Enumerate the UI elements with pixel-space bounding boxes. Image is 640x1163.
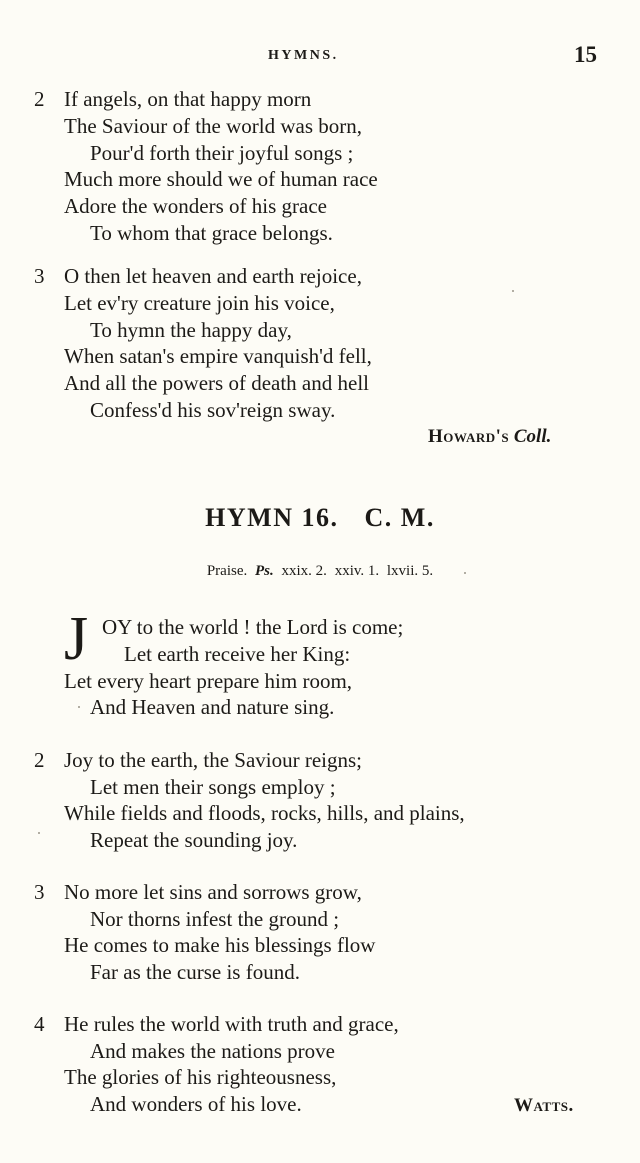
verse-line: To whom that grace belongs. (90, 221, 333, 245)
verse-line: Adore the wonders of his grace (64, 194, 327, 218)
verse-line: Pour'd forth their joyful songs ; (90, 141, 354, 165)
paper-speck (78, 706, 80, 708)
verse-line: Joy to the earth, the Saviour reigns; (64, 748, 363, 772)
verse-line: Let ev'ry creature join his voice, (64, 291, 335, 315)
verse-number: 4 (34, 1012, 45, 1036)
hymn-topic: Praise. (206, 563, 248, 579)
verse-line: And makes the nations prove (90, 1039, 335, 1063)
paper-speck (512, 290, 514, 292)
running-title: HYMNS. (268, 48, 339, 63)
drop-cap: J (64, 605, 89, 673)
hymn-meter: C. M. (364, 503, 435, 532)
verse-line: Confess'd his sov'reign sway. (90, 398, 336, 422)
page-number: 15 (574, 42, 597, 67)
verse-line: Let every heart prepare him room, (64, 669, 353, 693)
scripture-ref: xxix. 2. (281, 563, 327, 579)
verse-line: OY to the world ! the Lord is come; (102, 615, 404, 639)
scripture-ref: lxvii. 5. (386, 563, 434, 579)
attribution (514, 1093, 574, 1119)
attribution-work: Coll. (513, 426, 552, 447)
verse-line: And all the powers of death and hell (64, 371, 369, 395)
verse-number: 3 (34, 264, 45, 288)
verse-line: Let earth receive her King: (124, 642, 351, 666)
verse-line: If angels, on that happy morn (64, 87, 312, 111)
verse-line: Nor thorns infest the ground ; (90, 907, 340, 931)
verse-line: And Heaven and nature sing. (90, 695, 335, 719)
attribution (428, 424, 551, 450)
verse-line: To hymn the happy day, (90, 318, 292, 342)
verse-line: Repeat the sounding joy. (90, 828, 298, 852)
hymn-number: HYMN 16. (205, 503, 339, 532)
paper-speck (38, 832, 40, 834)
verse-line: While fields and floods, rocks, hills, and plains, (64, 801, 465, 825)
verse-line: Far as the curse is found. (90, 960, 300, 984)
verse-line: When satan's empire vanquish'd fell, (64, 344, 372, 368)
verse-line: He comes to make his blessings flow (64, 933, 376, 957)
verse-line: The Saviour of the world was born, (64, 114, 363, 138)
verse-line: Let men their songs employ ; (90, 775, 336, 799)
hymn-title (0, 503, 640, 533)
attribution-name: Howard's (428, 426, 510, 447)
running-head (0, 42, 640, 72)
verse-number: 2 (34, 748, 45, 772)
verse-line: No more let sins and sorrows grow, (64, 880, 362, 904)
hymn-subtitle (0, 563, 640, 580)
verse-number: 3 (34, 880, 45, 904)
psalm-abbr: Ps. (255, 563, 274, 579)
verse-line: The glories of his righteousness, (64, 1065, 337, 1089)
scripture-ref: xxiv. 1. (334, 563, 380, 579)
verse-line: O then let heaven and earth rejoice, (64, 264, 362, 288)
attribution-name: Watts. (514, 1095, 574, 1116)
verse-line: He rules the world with truth and grace, (64, 1012, 399, 1036)
verse-line: Much more should we of human race (64, 167, 378, 191)
verse-line: And wonders of his love. (90, 1092, 302, 1116)
verse-number: 2 (34, 87, 45, 111)
paper-speck (464, 572, 466, 574)
